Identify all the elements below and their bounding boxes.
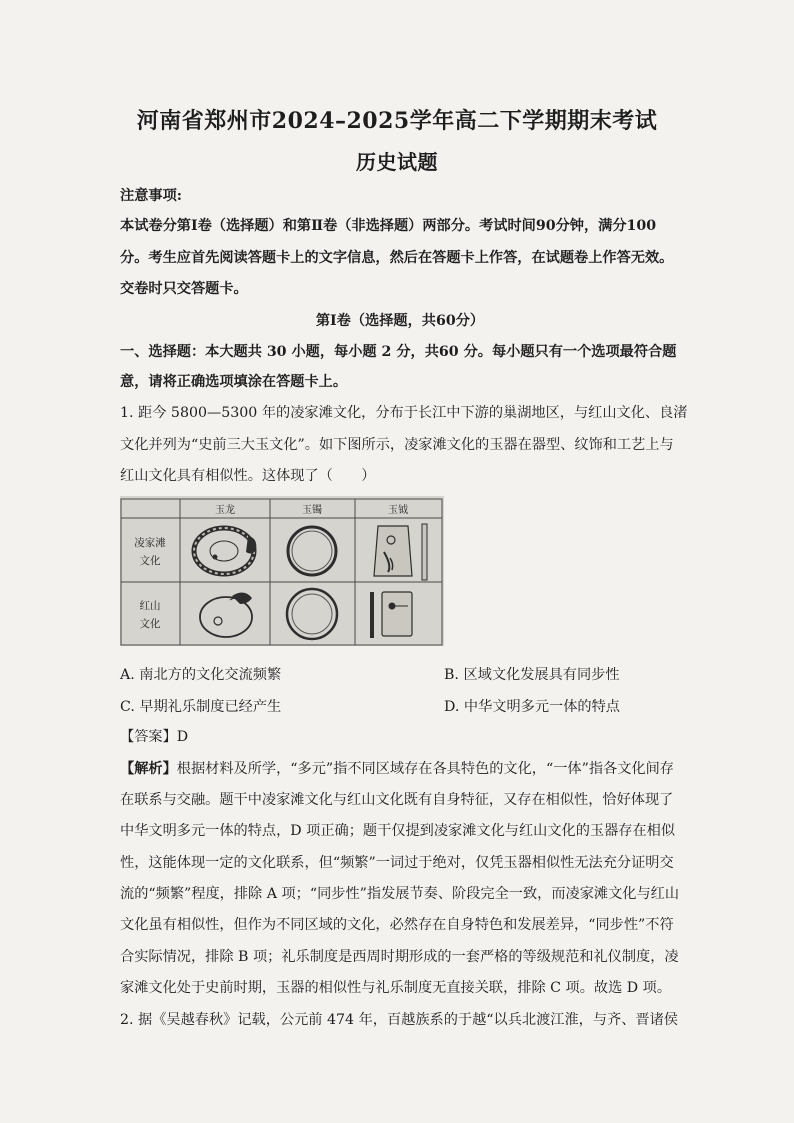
exam-subtitle: 历史试题 (356, 150, 438, 174)
question-stem: 文化并列为“史前三大玉文化”。如下图所示，凌家滩文化的玉器在器型、纹饰和工艺上与 (120, 437, 674, 453)
question-stem: 2. 据《吴越春秋》记载，公元前 474 年，百越族系的于越“以兵北渡江淮，与齐、晋诸侯 (120, 1012, 678, 1028)
section-intro: 意，请将正确选项填涂在答题卡上。 (120, 374, 348, 390)
analysis-label: 【解析】 (120, 761, 177, 777)
exam-title: 河南省郑州市2024–2025学年高二下学期期末考试 (136, 108, 658, 134)
jade-comparison-figure (120, 496, 444, 646)
option-b: B. 区域文化发展具有同步性 (444, 667, 620, 683)
analysis-text: 文化虽有相似性，但作为不同区域的文化，必然存在自身特色和发展差异，“同步性”不符 (120, 917, 674, 933)
question-stem: 红山文化具有相似性。这体现了（ ） (120, 468, 376, 484)
figure-row-hongshan: 文化 (139, 618, 161, 630)
figure-col-bracelet: 玉镯 (302, 505, 322, 516)
section-heading: 第Ⅰ卷（选择题，共60分） (315, 313, 485, 329)
figure-row-hongshan: 红山 (139, 600, 161, 612)
analysis-text: 在联系与交融。题干中凌家滩文化与红山文化既有自身特征，又存在相似性，恰好体现了 (120, 792, 674, 808)
notice-line: 分。考生应首先阅读答题卡上的文字信息，然后在答题卡上作答，在试题卷上作答无效。 (120, 250, 674, 266)
option-d: D. 中华文明多元一体的特点 (444, 699, 620, 715)
analysis-text: 流的“频繁”程度，排除 A 项；“同步性”指发展节奏、阶段完全一致，而凌家滩文化与红山 (120, 886, 680, 902)
figure-row-lingjiatan: 文化 (139, 555, 161, 567)
option-c: C. 早期礼乐制度已经产生 (120, 699, 282, 715)
analysis-text: 性，这能体现一定的文化联系，但“频繁”一词过于绝对，仅凭玉器相似性无法充分证明交 (120, 855, 674, 871)
notice-heading: 注意事项: (120, 188, 182, 204)
figure-row-lingjiatan: 凌家滩 (134, 537, 166, 549)
analysis-line (120, 760, 680, 778)
analysis-text: 根据材料及所学，“多元”指不同区域存在各具特色的文化，“一体”指各文化间存 (176, 761, 674, 777)
analysis-text: 家滩文化处于史前时期，玉器的相似性与礼乐制度无直接关联，排除 C 项。故选 D 项。 (120, 980, 672, 996)
analysis-text: 中华文明多元一体的特点，D 项正确；题干仅提到凌家滩文化与红山文化的玉器存在相似 (120, 823, 676, 839)
notice-line: 交卷时只交答题卡。 (120, 281, 248, 297)
figure-col-dragon: 玉龙 (215, 505, 235, 516)
answer-line: 【答案】D (120, 729, 189, 745)
option-a: A. 南北方的文化交流频繁 (120, 667, 282, 683)
section-intro: 一、选择题：本大题共 30 小题，每小题 2 分，共60 分。每小题只有一个选项最符合题 (120, 344, 677, 360)
question-stem: 1. 距今 5800—5300 年的凌家滩文化，分布于长江中下游的巢湖地区，与红山文化、良渚 (120, 405, 688, 421)
analysis-text: 合实际情况，排除 B 项；礼乐制度是西周时期形成的一套严格的等级规范和礼仪制度，凌 (120, 949, 679, 965)
figure-col-axe: 玉钺 (388, 505, 408, 516)
notice-line: 本试卷分第Ⅰ卷（选择题）和第Ⅱ卷（非选择题）两部分。考试时间90分钟，满分100 (120, 218, 657, 234)
